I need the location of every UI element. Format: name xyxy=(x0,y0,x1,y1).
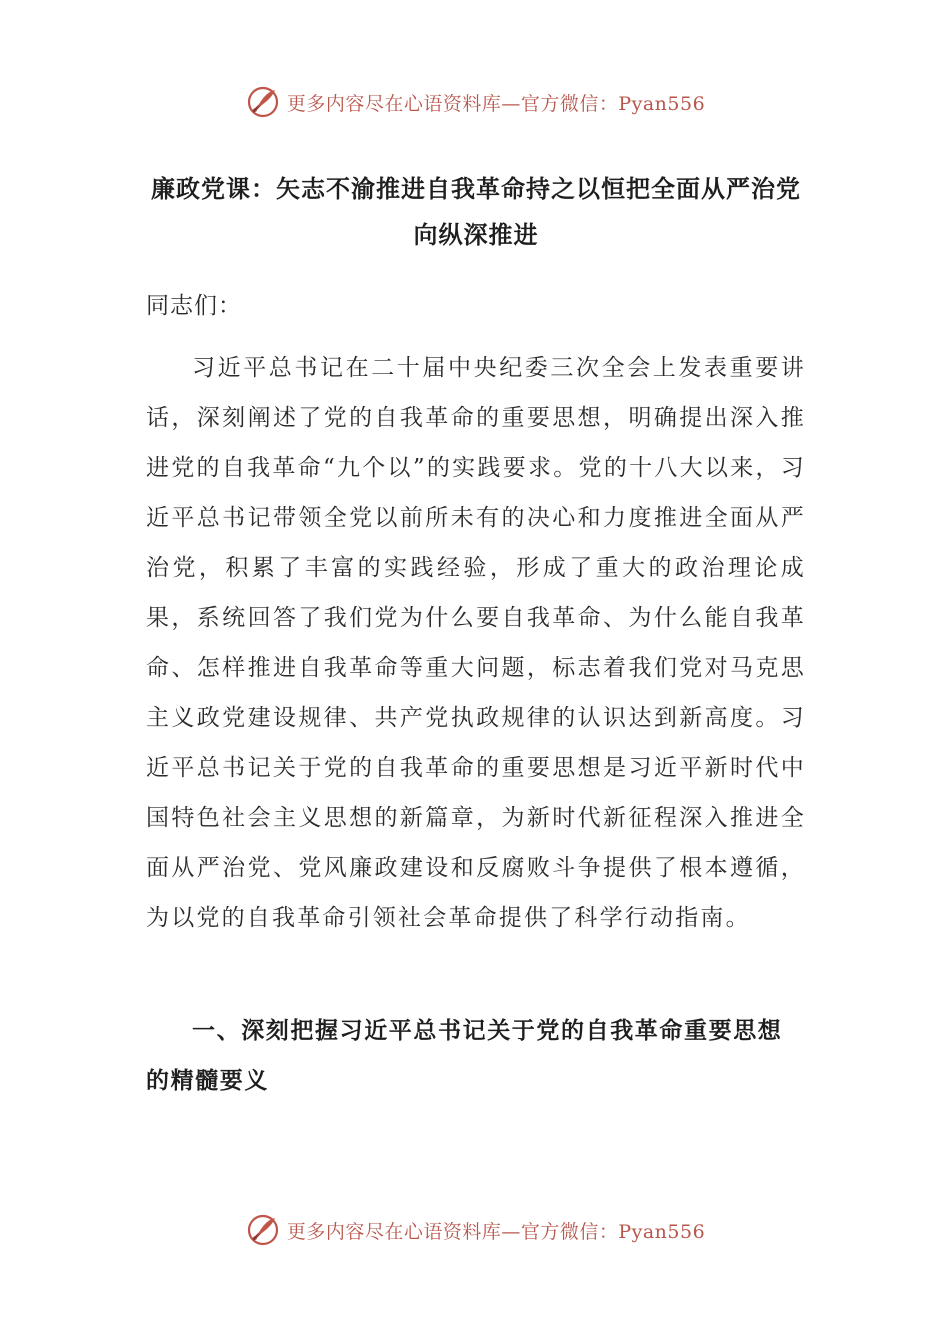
greeting: 同志们： xyxy=(146,293,242,319)
quill-pen-logo-icon xyxy=(245,84,281,120)
quill-pen-logo-icon xyxy=(245,1212,281,1248)
footer-watermark xyxy=(0,1212,950,1248)
header-watermark xyxy=(0,84,950,120)
body-paragraph: 习近平总书记在二十届中央纪委三次全会上发表重要讲话，深刻阐述了党的自我革命的重要思想，明确提出深入推进党的自我革命“九个以”的实践要求。党的十八大以来，习近平总书记带领全党以前所未有的决心和力度推进全面从严治党，积累了丰富的实践经验，形成了重大的政治理论成果，系统回答了我们党为什么要自我革命、为什么能自我革命、怎样推进自我革命等重大问题，标志着我们党对马克思主义政党建设规律、共产党执政规律的认识达到新高度。习近平总书记关于党的自我革命的重要思想是习近平新时代中国特色社会主义思想的新篇章，为新时代新征程深入推进全面从严治党、党风廉政建设和反腐败斗争提供了根本遵循，为以党的自我革命引领社会革命提供了科学行动指南。 xyxy=(146,355,806,931)
document-title: 廉政党课：矢志不渝推进自我革命持之以恒把全面从严治党向纵深推进 xyxy=(151,174,801,249)
watermark-text: 更多内容尽在心语资料库—官方微信：Pyan556 xyxy=(286,1220,706,1243)
watermark-text: 更多内容尽在心语资料库—官方微信：Pyan556 xyxy=(286,92,706,115)
section-heading: 一、深刻把握习近平总书记关于党的自我革命重要思想的精髓要义 xyxy=(146,1017,783,1094)
